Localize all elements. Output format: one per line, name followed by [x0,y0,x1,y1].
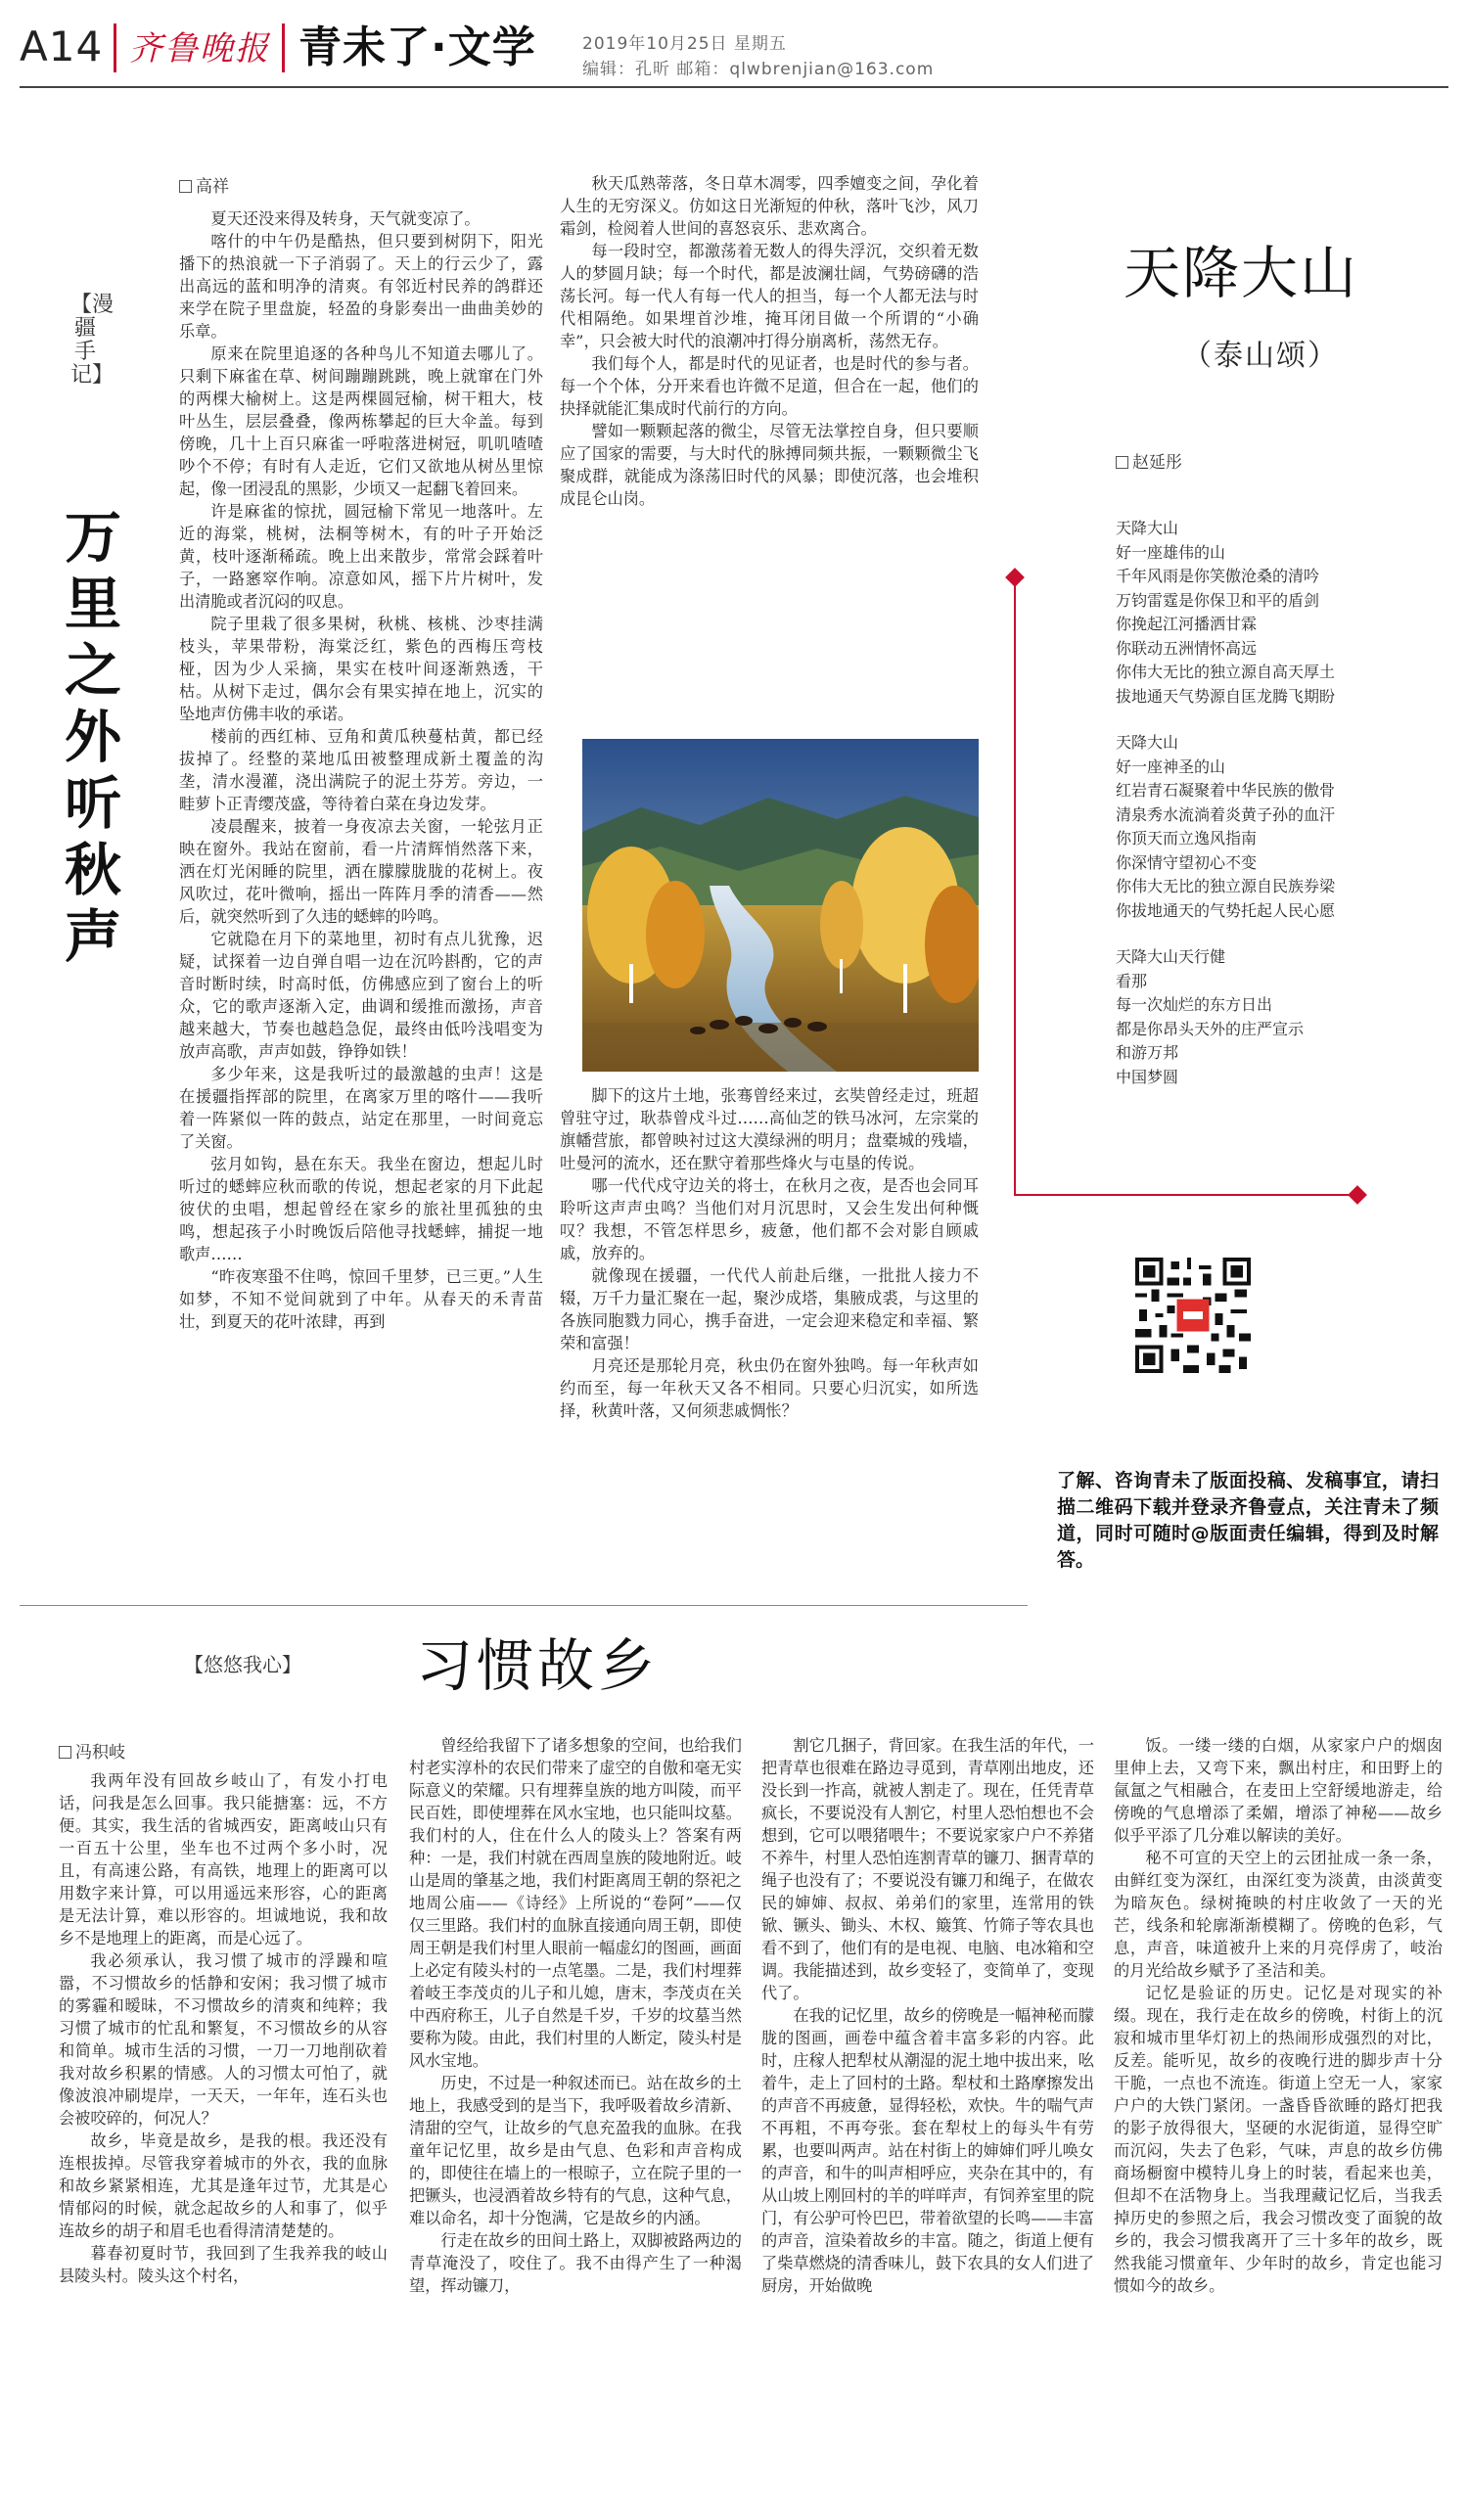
paragraph: 夏天还没来得及转身，天气就变凉了。 [210,209,481,228]
poem-line: 和游万邦 [1116,1043,1179,1062]
poem-line: 你挽起江河播洒甘霖 [1116,615,1258,633]
section-title: 青未了·文学 [298,23,536,72]
poem-subtitle: （泰山颂） [1182,339,1339,373]
paragraph: 饭。一缕一缕的白烟，从家家户户的烟囱里伸上去，又弯下来，飘出村庄，和田野上的氤氲之气相融合，在麦田上空舒缓地游走，给傍晚的气息增添了柔媚，增添了神秘——故乡似乎平添了几分难以解读的美好。 [1114,1736,1443,1845]
page-number: A14 [20,23,104,70]
article3-column-label: 【悠悠我心】 [184,1653,301,1676]
autumn-landscape-image [582,739,979,1072]
section-divider [20,1605,1028,1606]
paragraph: 我两年没有回故乡岐山了，有发小打电话，问我是怎么回事。我只能搪塞：远，不方便。其实，我生活的省城西安，距离岐山只有一百五十公里，坐车也不过两个多小时，况且，有高速公路，有高铁，地理上的距离可以用数字来计算，可以用遥远来形容，心的距离是无法计算，难以形容的。坦诚地说，我和故乡不是地理上的距离，而是心远了。 [59,1771,388,1947]
poem-line: 好一座雄伟的山 [1116,542,1226,562]
paragraph: 在我的记忆里，故乡的傍晚是一幅神秘而朦胧的图画，画卷中蕴含着丰富多彩的内容。此时，庄稼人把犁杖从潮湿的泥土地中拔出来，吆着牛，走上了回村的土路。犁杖和土路摩擦发出的声音不再疲惫，显得轻松，欢快。牛的喘气声不再粗，不再夸张。套在犁杖上的每头牛有劳累，也要叫两声。站在村街上的婶婶们呼儿唤女的声音，和牛的叫声相呼应，夹杂在其中的，有从山坡上刚回村的羊的咩咩声，有饲养室里的院门，有公驴可怜巴巴，带着欲望的长鸣——丰富的声音，渲染着故乡的丰富。随之，街道上便有了柴草燃烧的清香味儿，鼓下农具的女人们进了厨房，开始做晚 [761,2006,1094,2295]
paragraph: 故乡，毕竟是故乡，是我的根。我还没有连根拔掉。尽管我穿着城市的外衣，我的血脉和故乡紧紧相连，尤其是逢年过节，尤其是心情郁闷的时候，就念起故乡的人和事了，似乎连故乡的胡子和眉毛也看得清清楚楚的。 [59,2131,388,2240]
paragraph: 就像现在援疆，一代代人前赴后继，一批批人接力不辍，万千力量汇聚在一起，聚沙成塔，集腋成裘，与这里的各族同胞戮力同心，携手奋进，一定会迎来稳定和幸福、繁荣和富强！ [560,1266,979,1352]
header-divider [114,23,116,72]
article3-column-1 [59,1769,388,2503]
paragraph: 暮春初夏时节，我回到了生我养我的岐山县陵头村。陵头这个村名， [59,2244,388,2285]
poem-line: 千年风雨是你笑傲沧桑的清吟 [1116,567,1320,585]
paragraph: 我必须承认，我习惯了城市的浮躁和喧嚣，不习惯故乡的恬静和安闲；我习惯了城市的雾霾和暧昧，不习惯故乡的清爽和纯粹；我习惯了城市的忙乱和繁复，不习惯故乡的从容和简单。城市生活的习惯，一刀一刀地削砍着我对故乡积累的情感。人的习惯太可怕了，就像波浪冲刷堤岸，一天天，一年年，连石头也会被咬碎的，何况人？ [59,1951,388,2128]
byline-box-icon [1116,456,1128,469]
poem-body [1116,517,1439,1112]
editor-info: 编辑：孔昕 邮箱：qlwbrenjian@163.com [582,60,935,79]
poem-line: 万钧雷霆是你保卫和平的盾剑 [1116,590,1320,610]
qr-code-icon [1135,1258,1251,1373]
paragraph: 月亮还是那轮月亮，秋虫仍在窗外独鸣。每一年秋声如约而至，每一年秋天又各不相同。只要心归沉实，如所选择，秋黄叶落，又何须悲戚惆怅？ [560,1356,979,1420]
paragraph: 凌晨醒来，披着一身夜凉去关窗，一轮弦月正映在窗外。我站在窗前，看一片清辉悄然落下来，洒在灯光闲睡的院里，洒在朦朦胧胧的花树上。夜风吹过，花叶微响，摇出一阵阵月季的清香——然后，就突然听到了久违的蟋蟀的吟鸣。 [179,817,543,926]
paragraph: “昨夜寒蛩不住鸣，惊回千里梦，已三更。”人生如梦，不知不觉间就到了中年。从春天的禾青苗壮，到夏天的花叶浓肆，再到 [179,1267,543,1331]
poem-line: 看那 [1116,971,1148,990]
paragraph: 历史，不过是一种叙述而已。站在故乡的土地上，我感受到的是当下，我呼吸着故乡清新、清甜的空气，让故乡的气息充盈我的血脉。在我童年记忆里，故乡是由气息、色彩和声音构成的，即使往在墙上的一根晾子，立在院子里的一把镢头，也浸酒着故乡特有的气息，这种气息，难以命名，却十分饱满，它是故乡的内涵。 [409,2074,742,2227]
article1-left-column [179,207,543,1578]
paragraph: 哪一代代戍守边关的将士，在秋月之夜，是否也会同耳聆听这声声虫鸣？当他们对月沉思时，又会生发出何种慨叹？我想，不管怎样思乡，疲惫，他们都不会对影自顾戚戚，放弃的。 [560,1176,979,1262]
poem-line: 你拔地通天的气势托起人民心愿 [1116,900,1336,920]
poem-line: 中国梦圆 [1116,1067,1179,1086]
article1-column-label: 【漫疆手记】 [70,293,115,388]
paragraph: 原来在院里追逐的各种鸟儿不知道去哪儿了。只剩下麻雀在草、树间蹦蹦跳跳，晚上就窜在门外的两棵大榆树上。这是两棵圆冠榆，树干粗大，枝叶丛生，层层叠叠，像两栋攀起的巨大伞盖。每到傍晚，几十上百只麻雀一呼啦落进树冠，叽叽喳喳吵个不停；有时有人走近，它们又欲地从树丛里惊起，像一团浸乱的黑影，少顷又一起翻飞着回来。 [179,344,543,498]
poem-stanza [1116,517,1439,709]
header-rule [20,86,1448,88]
paragraph: 记忆是验证的历史。记忆是对现实的补缀。现在，我行走在故乡的傍晚，村街上的沉寂和城市里华灯初上的热闹形成强烈的对比，反差。能听见，故乡的夜晚行进的脚步声十分干脆，一点也不流连。街道上空无一人，家家户户的大铁门紧闭。一盏昏昏欲睡的路灯把我的影子放得很大，坚硬的水泥街道，显得空旷而沉闷，失去了色彩，气味，声息的故乡仿佛商场橱窗中模特儿身上的时装，看起来也美，但却不在活物身上。当我理藏记忆后，当我丢掉历史的参照之后，我会习惯改变了面貌的故乡的，我会习惯我离开了三十多年的故乡，既然我能习惯童年、少年时的故乡，肯定也能习惯如今的故乡。 [1114,1984,1443,2295]
poem-line: 拔地通天气势源自匡龙腾飞期盼 [1116,686,1336,706]
article1-title: 万里之外听秋声 [64,504,121,970]
paragraph: 许是麻雀的惊扰，圆冠榆下常见一地落叶。左近的海棠，桃树，法桐等树木，有的叶子开始泛黄，枝叶逐渐稀疏。晚上出来散步，常常会踩着叶子，一路窸窣作响。凉意如风，摇下片片树叶，发出清脆或者沉闷的叹息。 [179,502,543,611]
poem-line: 红岩青石凝聚着中华民族的傲骨 [1116,781,1336,800]
article3-column-3 [761,1734,1094,2507]
paragraph: 每一段时空，都激荡着无数人的得失浮沉，交织着无数人的梦圆月缺；每一个时代，都是波澜壮阔，气势磅礴的浩荡长河。每一代人有每一代人的担当，每一个人都无法与时代相隔绝。如果埋首沙堆，掩耳闭目做一个所谓的“小确幸”，只会被大时代的浪潮冲打得分崩离析，荡然无存。 [560,242,979,350]
byline-box-icon [59,1746,71,1759]
paragraph: 秘不可宣的天空上的云团扯成一条一条，由鲜红变为深红，由深红变为淡黄，由淡黄变为暗灰色。绿树掩映的村庄收敛了一天的光芒，线条和轮廓渐渐模糊了。傍晚的色彩，气息，声音，味道被升上来的月亮俘虏了，岐治的月光给故乡赋予了圣洁和美。 [1114,1849,1443,1980]
poem-line: 你深情守望初心不变 [1116,852,1258,872]
poem-frame-line [1014,577,1016,1194]
poem-frame-line [1014,1194,1356,1196]
article3-author: 冯积岐 [75,1743,125,1763]
poem-line: 你联动五洲情怀高远 [1116,638,1258,658]
poem-line: 天降大山 [1116,519,1179,537]
article3-byline [59,1738,125,1763]
paragraph: 曾经给我留下了诸多想象的空间，也给我们村老实淳朴的农民们带来了虚空的自傲和毫无实际意义的荣耀。只有埋葬皇族的地方叫陵，而平民百姓，即使埋葬在风水宝地，也只能叫坟墓。我们村的人，住在什么人的陵头上？答案有两种：一是，我们村就在西周皇族的陵地附近。岐山是周的肇基之地，我们村距离周王朝的祭祀之地周公庙——《诗经》上所说的“卷阿”——仅仅三里路。我们村的血脉直接通向周王朝，即使周王朝是我们村里人眼前一幅虚幻的图画，画面上必定有陵头村的一点笔墨。二是，我们村埋葬着岐王李茂贞的儿子和儿媳，唐末，李茂贞在关中西府称王，儿子自然是千岁，千岁的坟墓当然要称为陵。由此，我们村里的人断定，陵头村是风水宝地。 [409,1736,742,2070]
masthead [20,20,1448,80]
poem-author: 赵延彤 [1132,453,1182,473]
poem-stanza [1116,731,1439,923]
newspaper-brand: 齐鲁晚报 [129,29,270,69]
poem-line: 你伟大无比的独立源自民族券梁 [1116,877,1336,895]
diamond-ornament-icon [1348,1185,1367,1205]
article1-right-column-top [560,172,979,691]
poem-line: 都是你昂头天外的庄严宣示 [1116,1019,1305,1038]
paragraph: 它就隐在月下的菜地里，初时有点儿犹豫，迟疑，试探着一边自弹自唱一边在沉吟斟酌，它的声音时断时续，时高时低，仿佛感应到了窗台上的听众，它的歌声逐渐入定，曲调和缓推而激扬，声音越来越大，节奏也越趋急促，最终由低吟浅唱变为放声高歌，声声如鼓，铮铮如铁！ [179,930,543,1061]
paragraph: 喀什的中午仍是酷热，但只要到树阴下，阳光播下的热浪就一下子消弱了。天上的行云少了，露出高远的蓝和明净的清爽。有邻近村民养的鸽群还来学在院子里盘旋，轻盈的身影奏出一曲曲美妙的乐章。 [179,232,543,341]
article1-byline [179,172,229,197]
poem-line: 天降大山天行健 [1116,947,1226,966]
paragraph: 譬如一颗颗起落的微尘，尽管无法掌控自身，但只要顺应了国家的需要，与大时代的脉搏同频共振，一颗颗微尘飞聚成群，就能成为涤荡旧时代的风暴；即使沉落，也会堆积成昆仑山岗。 [560,422,979,508]
paragraph: 脚下的这片土地，张骞曾经来过，玄奘曾经走过，班超曾驻守过，耿恭曾戍斗过……高仙芝的铁马冰河，左宗棠的旗幡营旅，都曾映衬过这大漠绿洲的明月；盘橐城的残墙，吐曼河的流水，还在默守着那些烽火与屯垦的传说。 [560,1086,979,1172]
article1-author: 高祥 [196,177,229,197]
qr-instruction-text: 了解、咨询青未了版面投稿、发稿事宜，请扫描二维码下载并登录齐鲁壹点，关注青未了频道，同时可随时@版面责任编辑，得到及时解答。 [1057,1470,1439,1571]
poem-line: 好一座神圣的山 [1116,756,1226,776]
article1-right-column-bottom [560,1084,979,1574]
paragraph: 楼前的西红柿、豆角和黄瓜秧蔓枯黄，都已经拔掉了。经整的菜地瓜田被整理成新土覆盖的沟垄，清水漫灌，浇出满院子的泥土芬芳。旁边，一畦萝卜正青缨茂盛，等待着白菜在身边发芽。 [179,727,543,813]
paragraph: 秋天瓜熟蒂落，冬日草木凋零，四季嬗变之间，孕化着人生的无穷深义。仿如这日光渐短的仲秋，落叶飞沙，风刀霜剑，检阅着人世间的喜怒哀乐、悲欢离合。 [560,174,979,238]
header-divider [282,23,285,72]
qr-code[interactable] [1135,1258,1251,1373]
poem-line: 你伟大无比的独立源自高天厚土 [1116,663,1336,681]
article3-column-4 [1114,1734,1443,2507]
poem-stanza [1116,945,1439,1089]
diamond-ornament-icon [1005,568,1025,587]
poem-line: 天降大山 [1116,733,1179,752]
paragraph: 院子里栽了很多果树，秋桃、核桃、沙枣挂满枝头，苹果带粉，海棠泛红，紫色的西梅压弯枝桠，因为少人采摘，果实在枝叶间逐渐熟透，干枯。从树下走过，偶尔会有果实掉在地上，沉实的坠地声仿佛丰收的承诺。 [179,615,543,723]
article3-column-2 [409,1734,742,2507]
article3-title: 习惯故乡 [416,1632,660,1699]
byline-box-icon [179,180,192,193]
issue-date: 2019年10月25日 星期五 [582,34,787,54]
poem-line: 清泉秀水流淌着炎黄子孙的血汗 [1116,804,1336,824]
paragraph: 割它几捆子，背回家。在我生活的年代，一把青草也很难在路边寻觅到，青草刚出地皮，还没长到一拃高，就被人割走了。现在，任凭青草疯长，不要说没有人割它，村里人恐怕想也不会想到，它可以喂猪喂牛；不要说家家户户不养猪不养牛，村里人恐怕连割青草的镰刀、捆青草的绳子也没有了；不要说没有镰刀和绳子，在做农民的婶婶、叔叔、弟弟们的家里，连常用的铁锨、镢头、锄头、木权、簸箕、竹筛子等农具也看不到了，他们有的是电视、电脑、电冰箱和空调。我能描述到，故乡变轻了，变简单了，变现代了。 [761,1736,1094,2002]
paragraph: 弦月如钩，悬在东天。我坐在窗边，想起儿时听过的蟋蟀应秋而歌的传说，想起老家的月下此起彼伏的虫唱，想起曾经在家乡的旅社里孤独的虫鸣，想起孩子小时晚饭后陪他寻找蟋蟀，捕捉一地歌声…… [179,1155,543,1263]
paragraph: 行走在故乡的田间土路上，双脚被路两边的青草淹没了，咬住了。我不由得产生了一种渴望，挥动镰刀， [409,2231,742,2295]
poem-line: 每一次灿烂的东方日出 [1116,995,1273,1014]
paragraph: 多少年来，这是我听过的最激越的虫声！这是在援疆指挥部的院里，在离家万里的喀什——我听着一阵紧似一阵的鼓点，站定在那里，一时间竟忘了关窗。 [179,1065,543,1151]
poem-line: 你顶天而立逸风指南 [1116,829,1258,848]
poem-byline [1116,448,1182,473]
paragraph: 我们每个人，都是时代的见证者，也是时代的参与者。每一个个体，分开来看也许微不足道，但合在一起，他们的抉择就能汇集成时代前行的方向。 [560,354,979,418]
poem-title: 天降大山 [1124,240,1359,306]
landscape-photo [582,739,979,1072]
